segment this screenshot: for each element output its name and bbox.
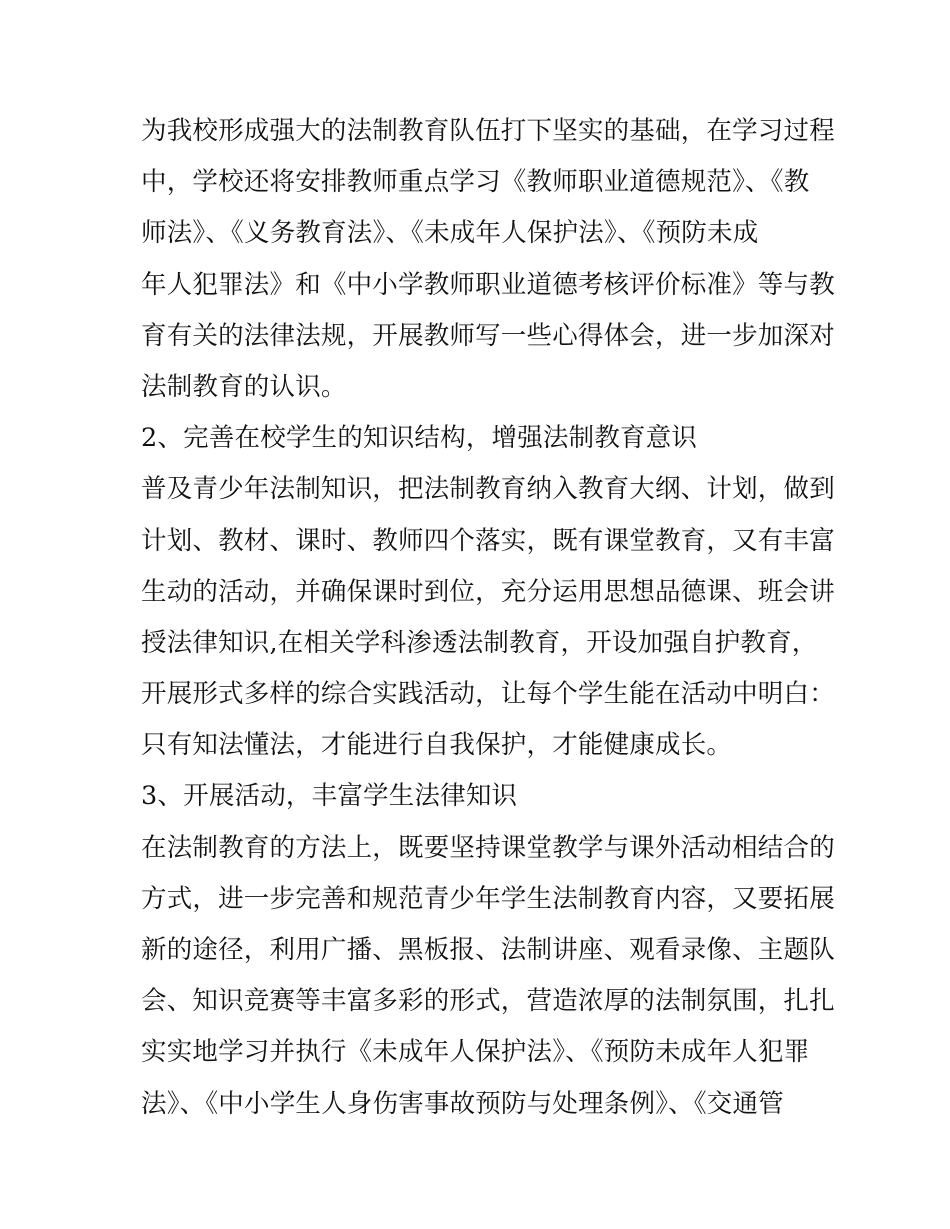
text-line: 中，学校还将安排教师重点学习《教师职业道德规范》、《教	[141, 167, 810, 198]
text-line: 育有关的法律法规，开展教师写一些心得体会，进一步加深对	[141, 320, 835, 351]
text-line: 生动的活动，并确保课时到位，充分运用思想品德课、班会讲	[141, 576, 835, 607]
text-line: 授法律知识,在相关学科渗透法制教育，开设加强自护教育，	[141, 627, 818, 658]
text-line: 只有知法懂法，才能进行自我保护，才能健康成长。	[141, 730, 733, 761]
text-line: 年人犯罪法》和《中小学教师职业道德考核评价标准》等与教	[141, 269, 835, 300]
text-line: 方式，进一步完善和规范青少年学生法制教育内容，又要拓展	[141, 883, 835, 914]
text-line: 普及青少年法制知识，把法制教育纳入教育大纲、计划，做到	[141, 474, 835, 505]
text-line: 新的途径，利用广播、黑板报、法制讲座、观看录像、主题队	[141, 935, 835, 965]
section-heading: 2、完善在校学生的知识结构，增强法制教育意识	[141, 423, 698, 454]
text-line: 计划、教材、课时、教师四个落实，既有课堂教育，又有丰富	[141, 525, 835, 556]
text-line: 法制教育的认识。	[141, 371, 347, 402]
text-line: 实实地学习并执行《未成年人保护法》、《预防未成年人犯罪	[141, 1037, 810, 1068]
text-line: 在法制教育的方法上，既要坚持课堂教学与课外活动相结合的	[141, 832, 835, 863]
text-line: 为我校形成强大的法制教育队伍打下坚实的基础，在学习过程	[141, 116, 835, 146]
text-line: 师法》、《义务教育法》、《未成年人保护法》、《预防未成	[141, 218, 759, 249]
text-line: 法》、《中小学生人身伤害事故预防与处理条例》、《交通管	[141, 1088, 784, 1119]
text-line: 开展形式多样的综合实践活动，让每个学生能在活动中明白：	[141, 679, 835, 710]
document-body	[141, 106, 835, 1130]
section-heading: 3、开展活动，丰富学生法律知识	[141, 781, 518, 812]
text-line: 会、知识竞赛等丰富多彩的形式，营造浓厚的法制氛围，扎扎	[141, 986, 835, 1017]
